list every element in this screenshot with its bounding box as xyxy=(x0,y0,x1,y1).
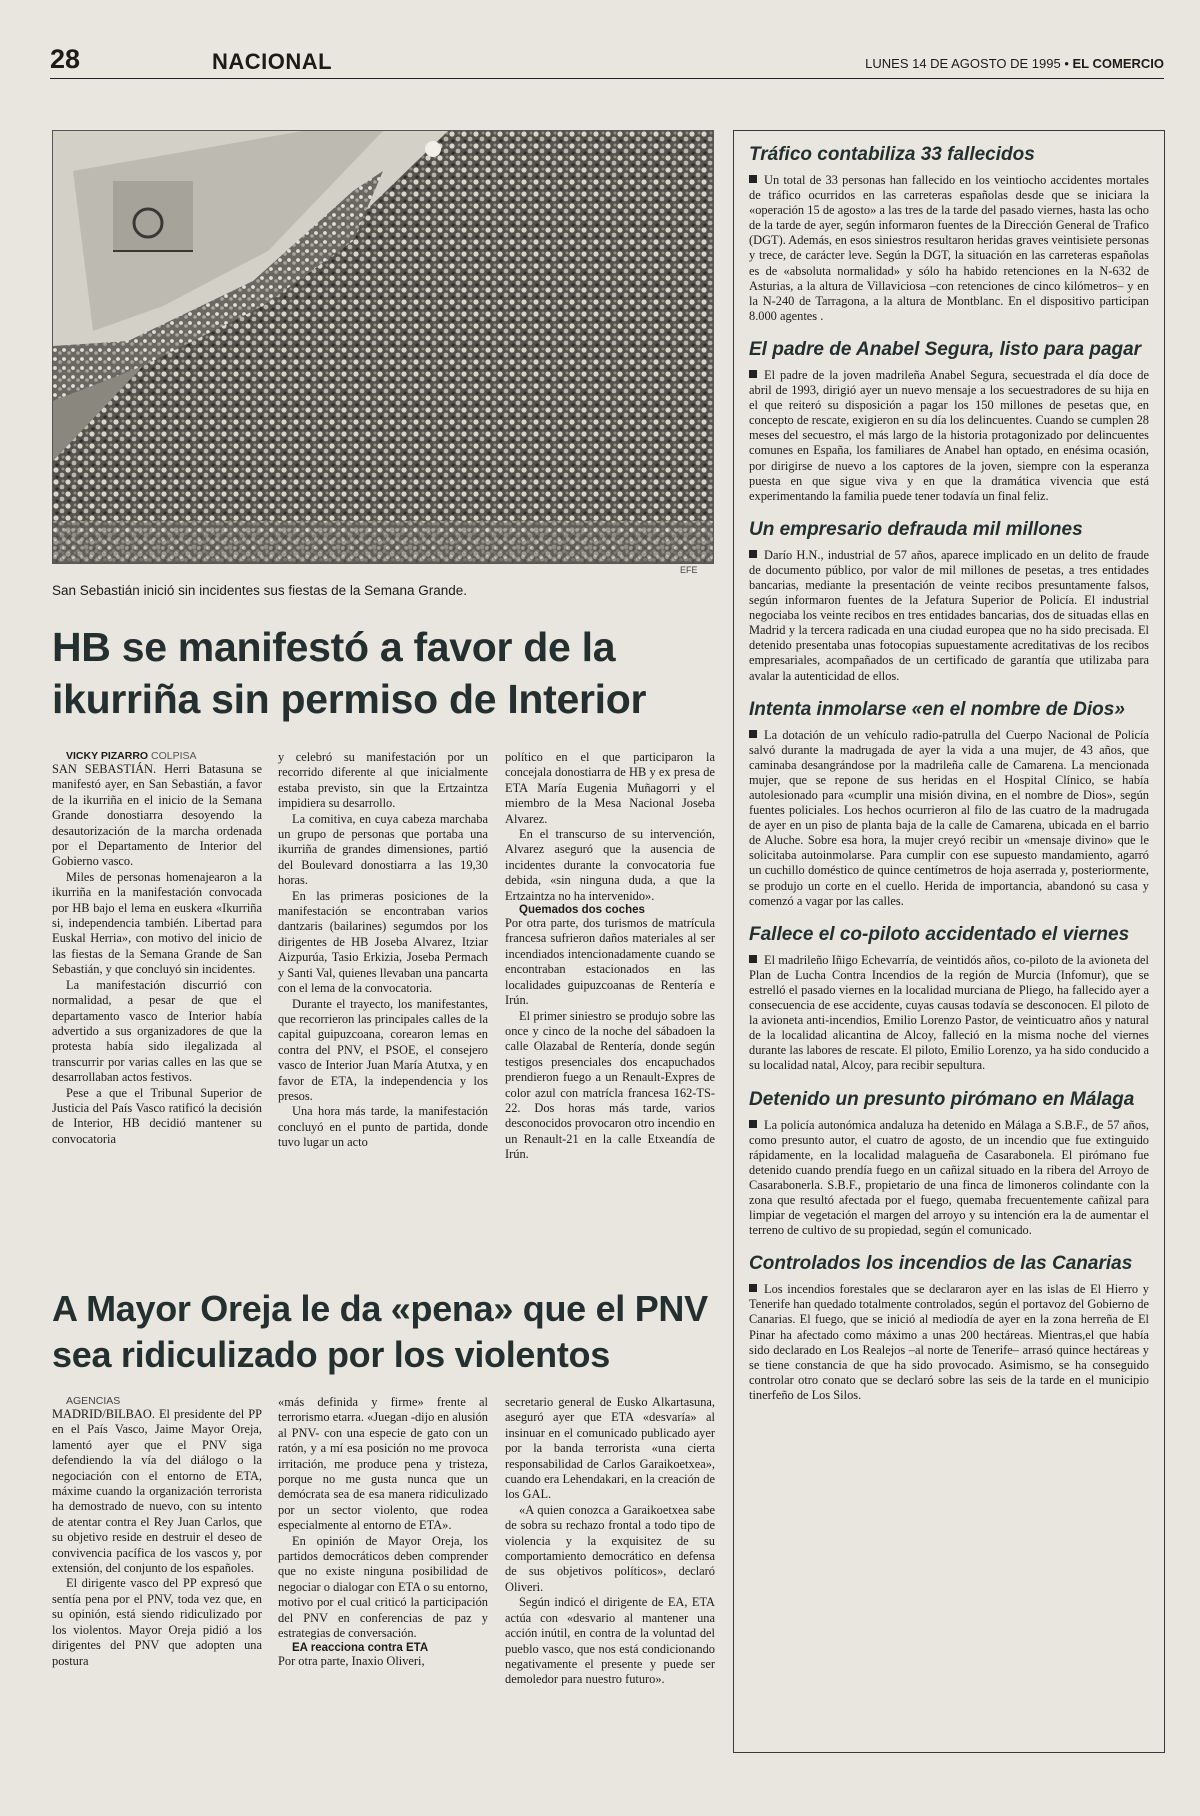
paragraph: Por otra parte, dos turismos de matrícula francesa sufrieron daños materiales al ser incendiados intencionadamente cuando se encontraban estacionados en las localidades guipuzcoanas de Rentería e Irún. xyxy=(505,916,715,1008)
brief-body: Darío H.N., industrial de 57 años, aparece implicado en un delito de fraude de documento público, por valor de mil millones de pesetas, a tres entidades bancarias, mediante la presentación de veinte recibos presuntamente falsos, según informaron fuentes de la Jefatura Superior de Policía. El industrial negociaba los veinte recibos en tres entidades bancarias, dos de situadas ellas en Madrid y la tercera radicada en una ciudad europea que no ha sido precisada. El detenido presentaba unas fotocopias supuestamente acreditativas de los recibos empresariales, acompañados de un certificado de garantía que utilizaba para avalar la autenticidad de ellos. xyxy=(749,547,1149,683)
brief-title: Un empresario defrauda mil millones xyxy=(749,518,1083,540)
bullet-square-icon xyxy=(749,1284,757,1292)
paragraph: secretario general de Eusko Alkartasuna, aseguró ayer que ETA «desvaría» al insinuar en el comunicado publicado ayer por la banda terrorista «una cierta responsabilidad de Carlos Garaikoetxea», cuando era Lehendakari, en la creación de los GAL. xyxy=(505,1395,715,1502)
brief-body: Los incendios forestales que se declararon ayer en las islas de El Hierro y Tenerife han quedado totalmente controlados, según el portavoz del Gobierno de Canarias. El fuego, que se inició al mediodía de ayer en la zona herreña de El Pinar ha afectado como máximo a unas 200 hectáreas. Mientras,el que había sido declarado en Los Realejos –al norte de Tenerife– arrasó quince hectáreas y se tiene constancia de que ha sido provocado. Asimismo, se ha conseguido controlar otro conato que se declaró sobre las seis de la tarde en el municipio tinerfeño de Los Silos. xyxy=(749,1282,1149,1402)
section-title: NACIONAL xyxy=(212,49,333,74)
brief-body: Un total de 33 personas han fallecido en los veintiocho accidentes mortales de tráfico ocurridos en las carreteras españolas desde que se iniciara la «operación 15 de agosto» a las tres de la tarde del pasado viernes, hasta las ocho de la tarde de ayer, según informaron fuentes de la Dirección General de Trafico (DGT). Además, en esos siniestros resultaron heridas graves veintisiete personas y trece, de carácter leve. Según la DGT, la situación en las carreteras españolas es de «absoluta normalidad» y sólo ha habido retenciones en la N-632 de Asturias, a la altura de Villaviciosa –con retenciones de cinco kilómetros– y en la N-240 de Tarragona, a la altura de Montblanc. En el dispositivo participan 8.000 agentes . xyxy=(749,173,1149,323)
page-header xyxy=(50,44,1164,79)
brief-text xyxy=(749,1282,1149,1403)
paragraph: Durante el trayecto, los manifestantes, que recorrieron las principales calles de la capital guipuzcoana, corearon lemas en contra del PNV, el PSOE, el consejero vasco de Interior Juan María Atutxa, y en favor de ETA, la independencia y los presos. xyxy=(278,996,488,1103)
byline-agency: COLPISA xyxy=(151,750,197,762)
brief-text xyxy=(749,173,1149,324)
bullet-square-icon xyxy=(749,730,757,738)
paragraph: Por otra parte, Inaxio Oliveri, xyxy=(278,1653,425,1668)
paragraph: En el transcurso de su intervención, Alvarez aseguró que la ausencia de incidentes durante la convocatoria fue debida, «sin ninguna duda, a que la Ertzaintza no ha intervenido». xyxy=(505,827,715,903)
brief-text xyxy=(749,1118,1149,1239)
brief-fraud xyxy=(749,518,1149,684)
article1-column-2 xyxy=(278,750,488,1151)
article1-column-1 xyxy=(52,750,262,1147)
paragraph: SAN SEBASTIÁN. Herri Batasuna se manifestó ayer, en San Sebastián, a favor de la ikurriña en el inicio de la Semana Grande donostiarra desoyendo la desautorización de la marcha ordenada por el Departamento de Interior del Gobierno vasco. xyxy=(52,762,262,869)
article1-headline: HB se manifestó a favor de la ikurriña sin permiso de Interior xyxy=(52,624,647,722)
paragraph: Pese a que el Tribunal Superior de Justicia del País Vasco ratificó la decisión de Interior, HB decidió mantener su convocatoria xyxy=(52,1085,262,1146)
brief-text xyxy=(749,368,1149,504)
brief-text xyxy=(749,728,1149,909)
paragraph: Miles de personas homenajearon a la ikurriña en la manifestación convocada por HB bajo el lema en euskera «Ikurriña si, independencia también. Libertad para Euskal Herria», con motivo del inicio de las fiestas de la Semana Grande de San Sebastián, y que concluyó sin incidentes. xyxy=(52,869,262,977)
paragraph: La manifestación discurrió con normalidad, a pesar de que el departamento vasco de Interior había advertido a sus organizadores de que la protesta había sido ilegalizada al transcurrir por varias calles en las que se desarrollaban actos festivos. xyxy=(52,977,262,1085)
brief-traffic xyxy=(749,143,1149,324)
brief-self-harm xyxy=(749,698,1149,909)
brief-body: La dotación de un vehículo radio-patrulla del Cuerpo Nacional de Policía salvó durante la madrugada de ayer la vida a una mujer, de 43 años, que caminaba desangrándose por la madrileña calle de Camarena. La mencionada mujer, que se repone de sus heridas en el Hospital Clínico, se había autolesionado para «cumplir una misión divina, en el nombre de Dios», según fuentes policiales. Los hechos ocurrieron al filo de las cuatro de la madrugada de ayer en un piso de planta baja de la calle de Camarena, ubicada en el barrio de Aluche. Sobre esa hora, la mujer creyó recibir un «mensaje divino» que le solicitaba autoinmolarse. Para cumplir con ese supuesto mandamiento, agarró un cuchillo doméstico de quince centímetros de hoja aserrada y, posteriormente, se produjo un corte en el cuello. Herida de importancia, abandonó su casa y comenzó a vagar por las calles. xyxy=(749,727,1149,908)
brief-body: El madrileño Iñigo Echevarría, de veintidós años, co-piloto de la avioneta del Plan de Lucha Contra Incendios de la región de Murcia (Infomur), que se estrelló el pasado viernes en la localidad murciana de Pliego, ha fallecido ayer a consecuencia de ese accidente, cuyas causas todavía se desconocen. El piloto de la avioneta anti-incendios, Emilio Lorenzo Pastor, de veinticuatro años y natural de la localidad alicantina de Alcoy, falleció en la misma noche del viernes durante las labores de rescate. El piloto, Emilio Lorenzo, ya ha sido conducido a su localidad natal, Alcoy, para recibir sepultura. xyxy=(749,952,1149,1073)
article2-headline: A Mayor Oreja le da «pena» que el PNV sea ridiculizado por los violentos xyxy=(52,1288,708,1375)
brief-title: Tráfico contabiliza 33 fallecidos xyxy=(749,144,1035,165)
bullet-square-icon xyxy=(749,1120,757,1128)
dateline xyxy=(865,56,1164,71)
brief-canary-fires xyxy=(749,1252,1149,1403)
paragraph: La comitiva, en cuya cabeza marchaba un grupo de personas que portaba una ikurriña de grandes dimensiones, partió del Boulevard donostiarra a las 19,30 horas. xyxy=(278,811,488,888)
paragraph: MADRID/BILBAO. El presidente del PP en el País Vasco, Jaime Mayor Oreja, lamentó ayer que el PNV siga defendiendo la vía del diálogo o la negociación con el entorno de ETA, máxime cuando la organización terrorista ha demostrado de nuevo, con su intento de atentar contra el Rey Juan Carlos, que su objetivo reside en destruir el deseo de convivencia pacífica de los vascos y, por extensión, del conjunto de los españoles. xyxy=(52,1407,262,1576)
brief-body: La policía autonómica andaluza ha detenido en Málaga a S.B.F., de 57 años, como presunto autor, el cuatro de agosto, de un incendio que fue extinguido rápidamente, en la localidad malagueña de Casarabonela. El pirómano fue detenido cuando prendía fuego en un cañizal situado en la ribera del Arroyo de Casarabonerla. S.B.F., propietario de una finca de limoneros colindante con la zona que resultó afectada por el fuego, quemaba frecuentemente cañizal para limpiar de vegetación el margen del arroyo y su intención era la de aumentar el terreno de cultivo de su propiedad, según el comunicado. xyxy=(749,1117,1149,1238)
brief-title: Detenido un presunto pirómano en Málaga xyxy=(749,1088,1135,1110)
brief-copilot xyxy=(749,923,1149,1074)
paragraph: Una hora más tarde, la manifestación concluyó en el punto de partida, donde tuvo lugar un acto xyxy=(278,1104,488,1150)
brief-arsonist xyxy=(749,1088,1149,1239)
article1-subhead: Quemados dos coches xyxy=(519,904,645,917)
paragraph: «más definida y firme» frente al terrorismo etarra. «Juegan -dijo en alusión al PNV- con una especie de gato con un ratón, y a mí esa posición no me provoca irritación, me produce pena y tristeza, porque no me gusta nunca que un demócrata sea de esa manera ridiculizado por un sector violento, que rodea especialmente al entorno de ETA». xyxy=(278,1395,488,1533)
article2-column-1 xyxy=(52,1395,262,1669)
bullet-square-icon xyxy=(749,175,757,183)
article2-column-3 xyxy=(505,1395,715,1688)
brief-text xyxy=(749,548,1149,684)
article2-subhead: EA reacciona contra ETA xyxy=(292,1641,429,1654)
paragraph: Según indicó el dirigente de EA, ETA actúa con «desvario al mantener una acción inútil, en contra de la voluntad del pueblo vasco, que nos está condicionando negativamente el presente y puede ser demoledor para nuestro futuro». xyxy=(505,1595,715,1687)
news-briefs-sidebar xyxy=(733,130,1165,1753)
page-number: 28 xyxy=(50,44,81,74)
paragraph: En opinión de Mayor Oreja, los partidos democráticos deben comprender que no existe ninguna posibilidad de negociar o dialogar con ETA o su entorno, motivo por el cual criticó la participación del PNV en conferencias de paz y estrategias de conversación. xyxy=(278,1533,488,1641)
article2-byline: AGENCIAS xyxy=(66,1395,121,1407)
newspaper-name: EL COMERCIO xyxy=(1072,56,1164,71)
brief-title: Controlados los incendios de las Canarias xyxy=(749,1253,1133,1275)
article1-byline xyxy=(52,750,262,762)
photo-caption: San Sebastián inició sin incidentes sus fiestas de la Semana Grande. xyxy=(52,583,467,598)
paragraph: En las primeras posiciones de la manifestación se encontraban varios dantzaris (bailarines) segumdos por los dirigentes de HB Joseba Alvarez, Itziar Aizpurúa, Tasio Erkizia, Joseba Permach y Santi Val, quienes llevaban una pancarta con el lema de la convocatoria. xyxy=(278,888,488,996)
byline-author: VICKY PIZARRO xyxy=(66,750,149,762)
paragraph: El primer siniestro se produjo sobre las once y cinco de la noche del sábadoen la calle Olazabal de Rentería, donde según testigos presenciales dos encapuchados prendieron fuego a un Renault-Expres de color azul con matrícla francesa 162-TS-22. Dos horas más tarde, varios desconocidos provocaron otro incendio en un Renault-21 en la calle Etxeandía de Irún. xyxy=(505,1008,715,1162)
bullet-square-icon xyxy=(749,370,757,378)
paragraph: político en el que participaron la concejala donostiarra de HB y ex presa de ETA María Eugenia Muñagorri y el miembro de la Mesa Nacional Joseba Alvarez. xyxy=(505,750,715,826)
brief-text xyxy=(749,953,1149,1074)
paragraph: «A quien conozca a Garaikoetxea sabe de sobra su rechazo frontal a todo tipo de violencia y la exquisitez de su comportamiento democrático en defensa de sus objetivos políticos», declaró Oliveri. xyxy=(505,1502,715,1594)
brief-title: Intenta inmolarse «en el nombre de Dios» xyxy=(749,698,1125,720)
paragraph: y celebró su manifestación por un recorrido diferente al que inicialmente estaba previsto, sin que la Ertzaintza impidiera su desarrollo. xyxy=(278,750,488,811)
bullet-square-icon xyxy=(749,550,757,558)
brief-title: El padre de Anabel Segura, listo para pagar xyxy=(749,338,1142,360)
brief-title: Fallece el co-piloto accidentado el viernes xyxy=(749,923,1130,945)
paragraph: El dirigente vasco del PP expresó que sentía pena por el PNV, toda vez que, en su opinión, está siendo ridiculizado por los violentos. Mayor Oreja pidió a los dirigentes del PNV que adopten una postura xyxy=(52,1576,262,1668)
article1-column-3 xyxy=(505,750,715,1163)
crowd-photo xyxy=(52,130,714,564)
article2-column-2 xyxy=(278,1395,488,1669)
bullet-square-icon xyxy=(749,955,757,963)
brief-anabel-segura xyxy=(749,338,1149,504)
issue-date: LUNES 14 DE AGOSTO DE 1995 • xyxy=(865,56,1069,71)
photo-credit: EFE xyxy=(680,565,698,575)
brief-body: El padre de la joven madrileña Anabel Segura, secuestrada el día doce de abril de 1993, dirigió ayer un nuevo mensaje a los secuestradores de su hija en el que reiteró su disposición a pagar los 150 millones de pesetas que, en concepto de rescate, exigieron en su día los delincuentes. Cuando se cumplen 28 meses del secuestro, el más largo de la historia protagonizado por delincuentes comunes en España, los familiares de Anabel han optado, en enésima ocasión, por dirigirse de nuevo a los captores de la joven, siempre con la esperanza puesta en que sigue viva y en que la dramática vivencia que está experimentando la familia puede tener todavía un final feliz. xyxy=(749,367,1149,503)
